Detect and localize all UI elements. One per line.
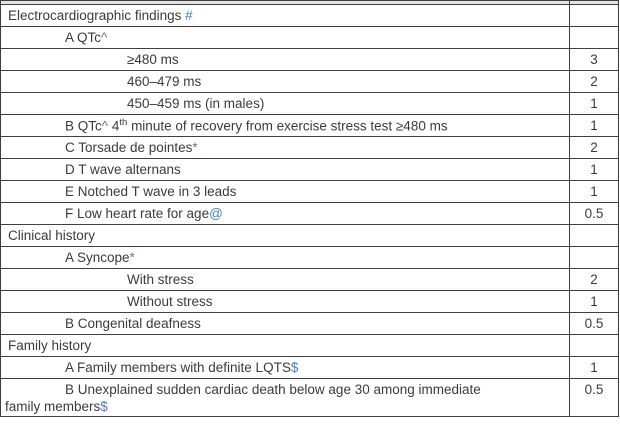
criterion-text: Family history xyxy=(8,338,92,353)
score-cell: 1 xyxy=(570,291,619,313)
criterion-text: D T wave alternans xyxy=(65,162,181,177)
score-cell: 2 xyxy=(570,269,619,291)
criterion-text: 460–479 ms xyxy=(127,74,202,89)
criterion-cell xyxy=(1,115,570,137)
footnote-symbol: $ xyxy=(290,360,299,375)
criterion-cell xyxy=(1,247,570,269)
criterion-cell xyxy=(1,71,570,93)
table-row xyxy=(1,335,619,357)
score-cell: 0.5 xyxy=(570,379,619,417)
criterion-text: B Congenital deafness xyxy=(65,316,201,331)
score-cell xyxy=(570,247,619,269)
criterion-cell xyxy=(1,379,570,417)
criterion-text: A Family members with definite LQTS xyxy=(65,360,291,375)
criterion-cell xyxy=(1,335,570,357)
criterion-cell xyxy=(1,181,570,203)
criterion-cell xyxy=(1,225,570,247)
footnote-symbol: * xyxy=(192,140,198,155)
score-cell: 1 xyxy=(570,357,619,379)
score-cell: 2 xyxy=(570,137,619,159)
table-row xyxy=(1,93,619,115)
table-row xyxy=(1,291,619,313)
criterion-text: ≥480 ms xyxy=(127,52,179,67)
criterion-text: Clinical history xyxy=(8,228,96,243)
footnote-symbol: ^ xyxy=(101,118,109,134)
table-row xyxy=(1,357,619,379)
criterion-text: A Syncope xyxy=(65,250,130,265)
score-cell xyxy=(570,5,619,27)
footnote-symbol: * xyxy=(129,250,135,265)
criterion-text: Without stress xyxy=(127,294,213,309)
footnote-symbol: @ xyxy=(209,206,223,221)
criterion-cell xyxy=(1,159,570,181)
score-cell: 1 xyxy=(570,93,619,115)
criterion-text: Electrocardiographic findings xyxy=(8,8,186,23)
criterion-cell xyxy=(1,357,570,379)
table-row xyxy=(1,115,619,137)
criterion-text: minute of recovery from exercise stress test ≥480 ms xyxy=(127,118,448,134)
criterion-cell xyxy=(1,93,570,115)
score-cell xyxy=(570,225,619,247)
criterion-cell xyxy=(1,313,570,335)
footnote-symbol: $ xyxy=(100,398,108,414)
criterion-text: C Torsade de pointes xyxy=(65,140,193,155)
criterion-cell xyxy=(1,291,570,313)
table-row xyxy=(1,269,619,291)
criterion-text: With stress xyxy=(127,272,194,287)
table-row xyxy=(1,225,619,247)
footnote-symbol: # xyxy=(185,8,193,23)
table-row xyxy=(1,137,619,159)
table-row xyxy=(1,181,619,203)
score-cell: 3 xyxy=(570,49,619,71)
table-row xyxy=(1,313,619,335)
score-cell: 1 xyxy=(570,115,619,137)
table-row xyxy=(1,5,619,27)
score-cell xyxy=(570,27,619,49)
criterion-cell xyxy=(1,27,570,49)
criterion-text: th xyxy=(119,117,128,129)
criterion-cell xyxy=(1,203,570,225)
criterion-cell xyxy=(1,269,570,291)
criterion-cell xyxy=(1,137,570,159)
table-row xyxy=(1,71,619,93)
criterion-text: 450–459 ms (in males) xyxy=(127,96,265,111)
table-row xyxy=(1,203,619,225)
criterion-text: 4 xyxy=(108,118,120,134)
criterion-text: B Unexplained sudden cardiac death below age 30 among immediate xyxy=(65,381,481,397)
criterion-cell xyxy=(1,5,570,27)
score-cell: 0.5 xyxy=(570,313,619,335)
table-row xyxy=(1,49,619,71)
footnote-symbol: ^ xyxy=(101,30,108,45)
score-cell xyxy=(570,335,619,357)
table-row xyxy=(1,379,619,417)
criterion-text: E Notched T wave in 3 leads xyxy=(65,184,237,199)
score-cell: 1 xyxy=(570,181,619,203)
criterion-text: F Low heart rate for age xyxy=(65,206,210,221)
table-row xyxy=(1,247,619,269)
criterion-text: B QTc xyxy=(65,118,102,134)
criterion-text: A QTc xyxy=(65,30,102,45)
score-cell: 1 xyxy=(570,159,619,181)
table-row xyxy=(1,159,619,181)
criterion-text: family members xyxy=(5,398,101,414)
score-cell: 2 xyxy=(570,71,619,93)
table-body xyxy=(1,1,619,417)
criterion-cell xyxy=(1,49,570,71)
table-row xyxy=(1,27,619,49)
score-cell: 0.5 xyxy=(570,203,619,225)
